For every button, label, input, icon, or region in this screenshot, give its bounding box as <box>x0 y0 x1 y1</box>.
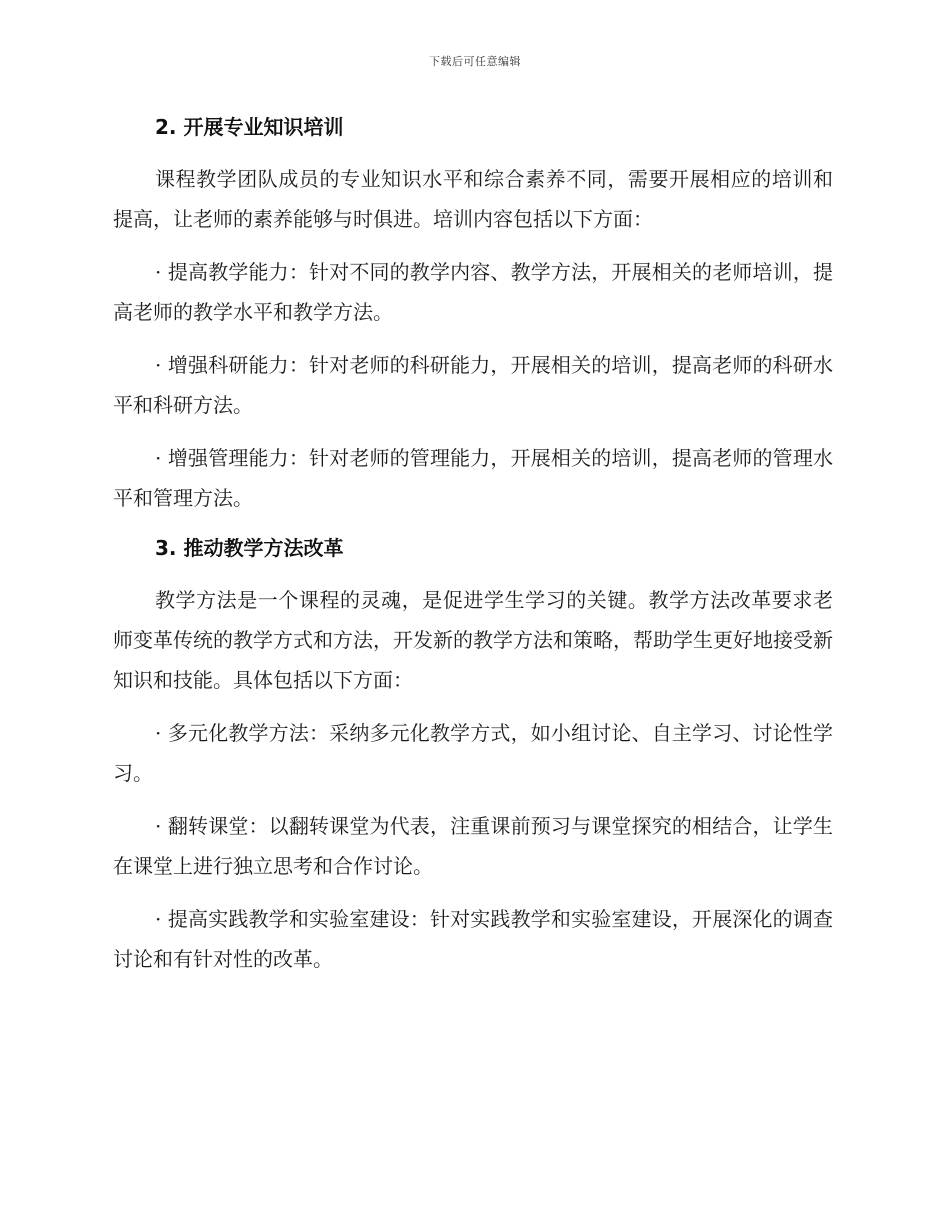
section-heading-3: 3. 推动教学方法改革 <box>155 536 344 560</box>
list-item-teaching-ability: · 提高教学能力：针对不同的教学内容、教学方法，开展相关的老师培训，提高老师的教学水平和教学方法。 <box>113 260 833 324</box>
paragraph-method-reform-intro: 教学方法是一个课程的灵魂，是促进学生学习的关键。教学方法改革要求老师变革传统的教学方式和方法，开发新的教学方法和策略，帮助学生更好地接受新知识和技能。具体包括以下方面： <box>113 588 833 692</box>
list-item-management-ability: · 增强管理能力：针对老师的管理能力，开展相关的培训，提高老师的管理水平和管理方法。 <box>113 446 833 510</box>
list-item-practice-lab: · 提高实践教学和实验室建设：针对实践教学和实验室建设，开展深化的调查讨论和有针对性的改革。 <box>113 907 833 971</box>
list-item-research-ability: · 增强科研能力：针对老师的科研能力，开展相关的培训，提高老师的科研水平和科研方法。 <box>113 353 833 417</box>
section-heading-2: 2. 开展专业知识培训 <box>155 115 344 139</box>
list-item-diverse-methods: · 多元化教学方法：采纳多元化教学方式，如小组讨论、自主学习、讨论性学习。 <box>113 721 833 785</box>
header-note: 下载后可任意编辑 <box>429 55 521 68</box>
list-item-flipped-classroom: · 翻转课堂：以翻转课堂为代表，注重课前预习与课堂探究的相结合，让学生在课堂上进行独立思考和合作讨论。 <box>113 814 833 878</box>
document-body <box>113 110 833 979</box>
paragraph-training-intro: 课程教学团队成员的专业知识水平和综合素养不同，需要开展相应的培训和提高，让老师的素养能够与时俱进。培训内容包括以下方面： <box>113 167 833 231</box>
